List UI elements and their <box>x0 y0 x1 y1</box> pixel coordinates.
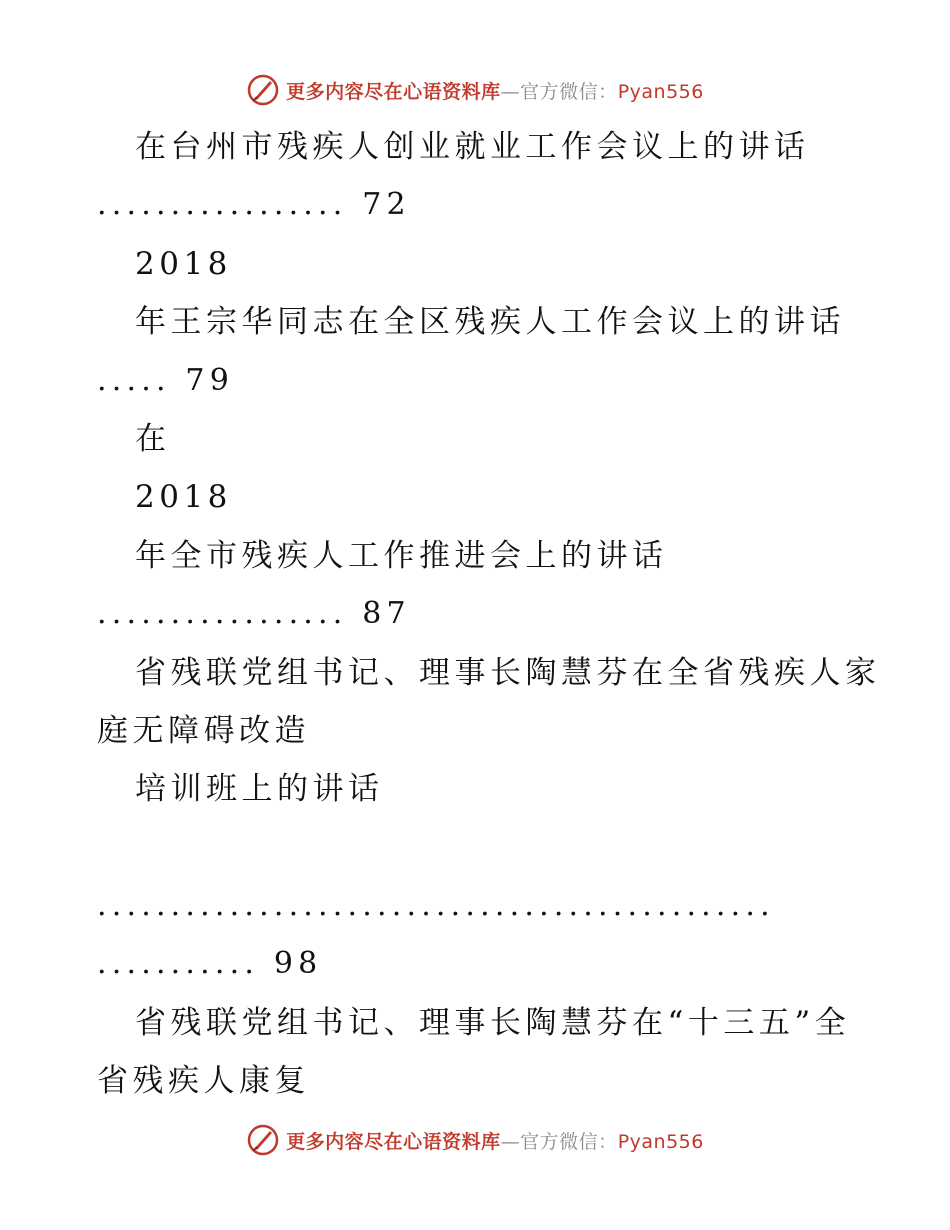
toc-leader-line: ................. 87 <box>97 596 411 632</box>
watermark-title: 更多内容尽在心语资料库 <box>286 1130 501 1153</box>
watermark-separator: — <box>500 1130 521 1153</box>
watermark-separator: — <box>500 80 521 103</box>
watermark-label: 官方微信： <box>520 80 618 103</box>
toc-line: 2018 <box>135 245 232 282</box>
toc-leader-line: .............................................. <box>97 888 775 924</box>
toc-line: 在台州市残疾人创业就业工作会议上的讲话 <box>135 129 810 165</box>
toc-line: 庭无障碍改造 <box>97 712 310 749</box>
toc-leader-line: ..... 79 <box>97 362 234 398</box>
toc-line: 年王宗华同志在全区残疾人工作会议上的讲话 <box>135 304 845 341</box>
watermark-banner-bottom <box>0 1120 950 1160</box>
watermark-label: 官方微信： <box>520 1130 618 1153</box>
toc-line: 省残疾人康复 <box>97 1063 310 1100</box>
watermark-title: 更多内容尽在心语资料库 <box>286 80 501 103</box>
watermark-id: Pyan556 <box>617 1130 704 1153</box>
toc-line: 年全市残疾人工作推进会上的讲话 <box>135 537 668 574</box>
quill-logo-icon <box>246 1123 280 1157</box>
toc-content <box>97 118 881 1111</box>
toc-blank-line <box>97 819 857 877</box>
toc-line: 省残联党组书记、理事长陶慧芬在全省残疾人家 <box>135 654 881 691</box>
toc-line: 省残联党组书记、理事长陶慧芬在“十三五”全 <box>135 1004 851 1041</box>
toc-line: 2018 <box>135 479 232 516</box>
watermark-id: Pyan556 <box>617 80 704 103</box>
toc-line: 在 <box>135 420 171 457</box>
quill-logo-icon <box>246 73 280 107</box>
toc-leader-line: ........... 98 <box>97 946 323 982</box>
watermark-banner-top <box>0 70 950 110</box>
toc-line: 培训班上的讲话 <box>135 771 384 808</box>
toc-leader-line: ................. 72 <box>97 187 411 223</box>
